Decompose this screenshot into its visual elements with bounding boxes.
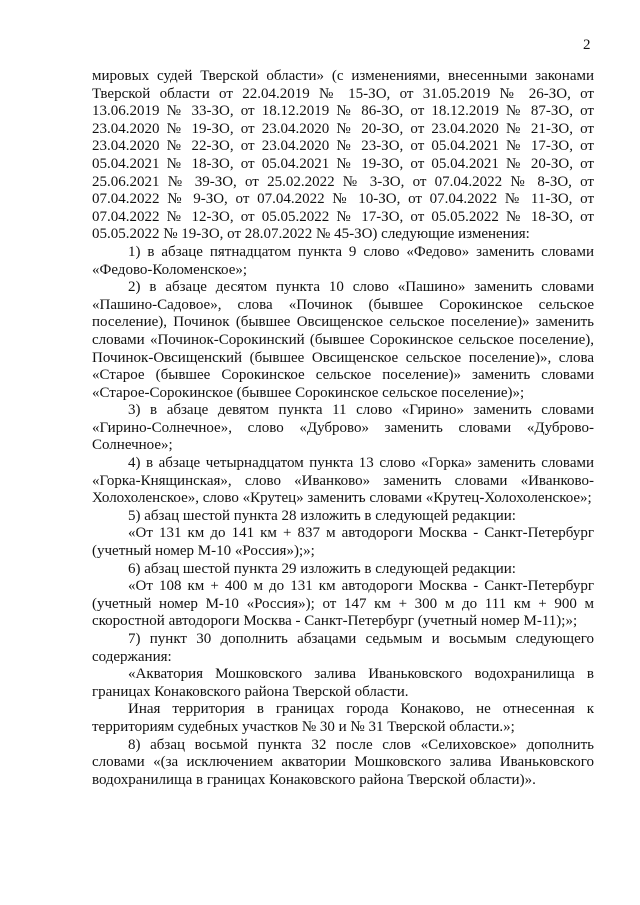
intro-line: 05.04.2021 № 18-ЗО, от 05.04.2021 № 19-ЗО, от 05.04.2021 № 20-ЗО, от [92,155,594,172]
quoted-text-item-7b: Иная территория в границах города Конаково, не отнесенная к территориям судебных участков № 30 и № 31 Тверской области.»; [92,701,594,735]
intro-line: 07.04.2022 № 9-ЗО, от 07.04.2022 № 10-ЗО, от 07.04.2022 № 11-ЗО, от [92,191,594,208]
intro-line: 05.05.2022 № 19-ЗО, от 28.07.2022 № 45-ЗО) следующие изменения: [92,226,530,243]
amendment-item-5: 5) абзац шестой пункта 28 изложить в следующей редакции: [128,507,516,524]
intro-line: 07.04.2022 № 12-ЗО, от 05.05.2022 № 17-ЗО, от 05.05.2022 № 18-ЗО, от [92,208,594,225]
intro-line: мировых судей Тверской области» (с изменениями, внесенными законами [92,68,594,84]
amendment-item-6: 6) абзац шестой пункта 29 изложить в следующей редакции: [128,560,516,577]
intro-line: Тверской области от 22.04.2019 № 15-ЗО, от 31.05.2019 № 26-ЗО, от [92,85,594,102]
amendment-item-1: 1) в абзаце пятнадцатом пункта 9 слово «Федово» заменить словами «Федово-Коломенское»; [92,243,594,278]
intro-line: 25.06.2021 № 39-ЗО, от 25.02.2022 № 3-ЗО, от 07.04.2022 № 8-ЗО, от [92,173,594,190]
amendment-item-4: 4) в абзаце четырнадцатом пункта 13 слово «Горка» заменить словами «Горка-Княщинская», слово «Иванково» заменить словами «Иванково-Холохоленское», слово «Крутец» заменить словами «Крутец-Холохоленское»; [92,455,594,507]
intro-line: 13.06.2019 № 33-ЗО, от 18.12.2019 № 86-ЗО, от 18.12.2019 № 87-ЗО, от [92,103,594,120]
quoted-text-item-6: «От 108 км + 400 м до 131 км автодороги Москва - Санкт-Петербург (учетный номер М-10 «Россия»); от 147 км + 300 м до 111 км + 900 м скоростной автодороги Москва - Санкт-Петербург (учетный номер М-11);»; [92,578,594,630]
amendment-item-7: 7) пункт 30 дополнить абзацами седьмым и восьмым следующего содержания: [92,631,594,665]
intro-paragraph [92,68,594,244]
quoted-text-item-5: «От 131 км до 141 км + 837 м автодороги Москва - Санкт-Петербург (учетный номер М-10 «Россия»);»; [92,525,594,560]
amendment-item-2: 2) в абзаце десятом пункта 10 слово «Пашино» заменить словами «Пашино-Садовое», слова «Починок (бывшее Сорокинское сельское поселение), Починок (бывшее Овсищенское сельское поселение)» заменить словами «Починок-Сорокинский (бывшее Сорокинское сельское поселение), Починок-Овсищенский (бывшее Овсищенское сельское поселение)», слова «Старое (бывшее Сорокинское сельское поселение)» заменить словами «Старое-Сорокинское (бывшее Сорокинское сельское поселение)»; [92,279,594,401]
document-body [92,68,594,789]
page-number: 2 [583,37,591,53]
quoted-text-item-7a: «Акватория Мошковского залива Иваньковского водохранилища в границах Конаковского района Тверской области. [92,666,594,700]
amendment-item-8: 8) абзац восьмой пункта 32 после слов «Селиховское» дополнить словами «(за исключением акватории Мошковского залива Иваньковского водохранилища в границах Конаковского района Тверской области)». [92,736,594,788]
amendment-item-3: 3) в абзаце девятом пункта 11 слово «Гирино» заменить словами «Гирино-Солнечное», слово «Дуброво» заменить словами «Дуброво-Солнечное»; [92,402,594,454]
intro-line: 23.04.2020 № 22-ЗО, от 23.04.2020 № 23-ЗО, от 05.04.2021 № 17-ЗО, от [92,138,594,155]
intro-line: 23.04.2020 № 19-ЗО, от 23.04.2020 № 20-ЗО, от 23.04.2020 № 21-ЗО, от [92,120,594,137]
